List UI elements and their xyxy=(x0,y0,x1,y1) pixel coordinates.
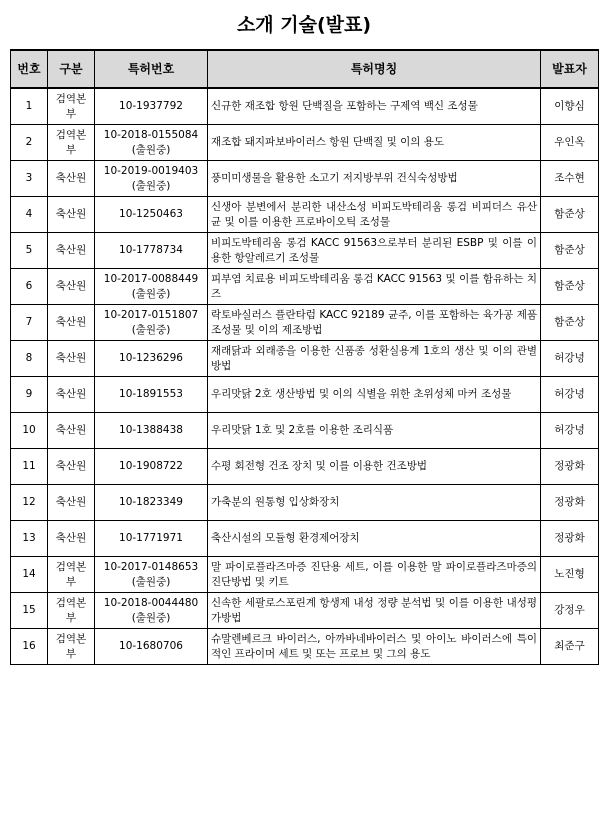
row-presenter: 함준상 xyxy=(541,233,599,269)
row-patent-number xyxy=(95,305,208,341)
row-patent-title: 슈말렌베르크 바이러스, 아까바네바이러스 및 아이노 바이러스에 특이적인 프라이머 세트 및 또는 프로브 및 그의 용도 xyxy=(208,629,541,665)
table-row xyxy=(11,521,599,557)
patent-status-note: (출원중) xyxy=(131,143,171,156)
row-patent-number xyxy=(95,161,208,197)
row-number: 15 xyxy=(11,593,48,629)
row-patent-title: 재조합 돼지파보바이러스 항원 단백질 및 이의 용도 xyxy=(208,125,541,161)
row-presenter: 정광화 xyxy=(541,485,599,521)
patent-number-text: 10-2017-0088449 xyxy=(103,272,199,285)
row-presenter: 노진형 xyxy=(541,557,599,593)
row-number: 2 xyxy=(11,125,48,161)
row-patent-title: 신생아 분변에서 분리한 내산소성 비피도박테리움 롱검 비피더스 유산균 및 이를 이용한 프로바이오틱 조성물 xyxy=(208,197,541,233)
header-number: 번호 xyxy=(11,50,48,88)
row-category: 검역본부 xyxy=(48,593,95,629)
row-category: 축산원 xyxy=(48,197,95,233)
table-row xyxy=(11,485,599,521)
row-number: 16 xyxy=(11,629,48,665)
row-patent-title: 수평 회전형 건조 장치 및 이를 이용한 건조방법 xyxy=(208,449,541,485)
row-presenter: 허강녕 xyxy=(541,413,599,449)
row-category: 축산원 xyxy=(48,521,95,557)
row-presenter: 정광화 xyxy=(541,521,599,557)
row-presenter: 이향심 xyxy=(541,88,599,125)
row-patent-number xyxy=(95,485,208,521)
row-patent-number xyxy=(95,269,208,305)
row-patent-number xyxy=(95,629,208,665)
row-patent-number xyxy=(95,521,208,557)
row-category: 축산원 xyxy=(48,341,95,377)
table-row xyxy=(11,197,599,233)
table-row xyxy=(11,629,599,665)
patent-number-text: 10-2017-0148653 xyxy=(103,560,199,573)
row-number: 8 xyxy=(11,341,48,377)
row-presenter: 최준구 xyxy=(541,629,599,665)
row-number: 11 xyxy=(11,449,48,485)
table-row xyxy=(11,269,599,305)
row-patent-title: 피부염 치료용 비피도박테리움 롱검 KACC 91563 및 이를 함유하는 치즈 xyxy=(208,269,541,305)
row-number: 4 xyxy=(11,197,48,233)
patent-number-text: 10-2018-0044480 xyxy=(103,596,199,609)
header-category: 구분 xyxy=(48,50,95,88)
patent-number-text: 10-1891553 xyxy=(119,388,183,400)
row-patent-number xyxy=(95,197,208,233)
row-category: 축산원 xyxy=(48,305,95,341)
row-patent-number xyxy=(95,88,208,125)
row-patent-number xyxy=(95,413,208,449)
table-row xyxy=(11,305,599,341)
row-presenter: 허강녕 xyxy=(541,341,599,377)
row-patent-title: 우리맛닭 1호 및 2호를 이용한 조리식품 xyxy=(208,413,541,449)
patent-table xyxy=(10,49,599,665)
patent-number-text: 10-2018-0155084 xyxy=(103,128,199,141)
row-category: 검역본부 xyxy=(48,629,95,665)
row-patent-number xyxy=(95,449,208,485)
table-row xyxy=(11,125,599,161)
table-row xyxy=(11,233,599,269)
patent-number-text: 10-1250463 xyxy=(119,208,183,220)
patent-status-note: (출원중) xyxy=(131,179,171,192)
table-header-row xyxy=(11,50,599,88)
row-presenter: 강정우 xyxy=(541,593,599,629)
row-patent-title: 우리맛닭 2호 생산방법 및 이의 식별을 위한 초위성체 마커 조성물 xyxy=(208,377,541,413)
row-number: 3 xyxy=(11,161,48,197)
patent-status-note: (출원중) xyxy=(131,575,171,588)
patent-status-note: (출원중) xyxy=(131,323,171,336)
page-title: 소개 기술(발표) xyxy=(236,14,372,36)
row-presenter: 우인옥 xyxy=(541,125,599,161)
table-row xyxy=(11,88,599,125)
row-number: 12 xyxy=(11,485,48,521)
patent-number-text: 10-1908722 xyxy=(119,460,183,472)
row-presenter: 허강녕 xyxy=(541,377,599,413)
row-presenter: 조수현 xyxy=(541,161,599,197)
row-category: 검역본부 xyxy=(48,88,95,125)
patent-number-text: 10-1388438 xyxy=(119,424,183,436)
row-patent-title: 말 파이로플라즈마증 진단용 세트, 이를 이용한 말 파이로플라즈마증의 진단방법 및 키트 xyxy=(208,557,541,593)
row-number: 14 xyxy=(11,557,48,593)
row-presenter: 함준상 xyxy=(541,305,599,341)
row-patent-title: 풍미미생물을 활용한 소고기 저지방부위 건식숙성방법 xyxy=(208,161,541,197)
table-row xyxy=(11,341,599,377)
row-category: 축산원 xyxy=(48,413,95,449)
row-category: 축산원 xyxy=(48,161,95,197)
row-patent-number xyxy=(95,233,208,269)
patent-number-text: 10-1236296 xyxy=(119,352,183,364)
row-patent-number xyxy=(95,593,208,629)
row-number: 7 xyxy=(11,305,48,341)
header-presenter: 발표자 xyxy=(541,50,599,88)
table-body xyxy=(11,88,599,665)
row-patent-title: 가축분의 원통형 입상화장치 xyxy=(208,485,541,521)
row-presenter: 함준상 xyxy=(541,197,599,233)
patent-number-text: 10-1937792 xyxy=(119,100,183,112)
row-patent-title: 신속한 세팔로스포린계 항생제 내성 정량 분석법 및 이를 이용한 내성평가방법 xyxy=(208,593,541,629)
row-category: 검역본부 xyxy=(48,125,95,161)
row-patent-number xyxy=(95,557,208,593)
row-number: 9 xyxy=(11,377,48,413)
patent-number-text: 10-1680706 xyxy=(119,640,183,652)
row-patent-title: 비피도박테리움 롱검 KACC 91563으로부터 분리된 ESBP 및 이를 이용한 항알레르기 조성물 xyxy=(208,233,541,269)
patent-status-note: (출원중) xyxy=(131,287,171,300)
patent-number-text: 10-1823349 xyxy=(119,496,183,508)
row-presenter: 함준상 xyxy=(541,269,599,305)
patent-number-text: 10-1771971 xyxy=(119,532,183,544)
row-category: 축산원 xyxy=(48,269,95,305)
table-row xyxy=(11,413,599,449)
table-row xyxy=(11,449,599,485)
row-category: 축산원 xyxy=(48,377,95,413)
row-patent-number xyxy=(95,125,208,161)
row-patent-title: 락토바실러스 플란타럼 KACC 92189 균주, 이를 포함하는 육가공 제품 조성물 및 이의 제조방법 xyxy=(208,305,541,341)
patent-number-text: 10-2017-0151807 xyxy=(103,308,199,321)
table-row xyxy=(11,377,599,413)
row-category: 축산원 xyxy=(48,449,95,485)
header-patent-number: 특허번호 xyxy=(95,50,208,88)
row-category: 축산원 xyxy=(48,485,95,521)
row-number: 10 xyxy=(11,413,48,449)
row-number: 1 xyxy=(11,88,48,125)
header-patent-title: 특허명칭 xyxy=(208,50,541,88)
row-patent-title: 신규한 재조합 항원 단백질을 포함하는 구제역 백신 조성물 xyxy=(208,88,541,125)
row-number: 6 xyxy=(11,269,48,305)
row-number: 5 xyxy=(11,233,48,269)
row-patent-number xyxy=(95,341,208,377)
row-patent-title: 재래닭과 외래종을 이용한 신품종 성환실용계 1호의 생산 및 이의 관별방법 xyxy=(208,341,541,377)
patent-status-note: (출원중) xyxy=(131,611,171,624)
row-number: 13 xyxy=(11,521,48,557)
table-row xyxy=(11,593,599,629)
table-row xyxy=(11,557,599,593)
patent-number-text: 10-2019-0019403 xyxy=(103,164,199,177)
row-patent-number xyxy=(95,377,208,413)
row-category: 축산원 xyxy=(48,233,95,269)
table-row xyxy=(11,161,599,197)
row-category: 검역본부 xyxy=(48,557,95,593)
row-patent-title: 축산시설의 모듈형 환경제어장치 xyxy=(208,521,541,557)
patent-number-text: 10-1778734 xyxy=(119,244,183,256)
row-presenter: 정광화 xyxy=(541,449,599,485)
